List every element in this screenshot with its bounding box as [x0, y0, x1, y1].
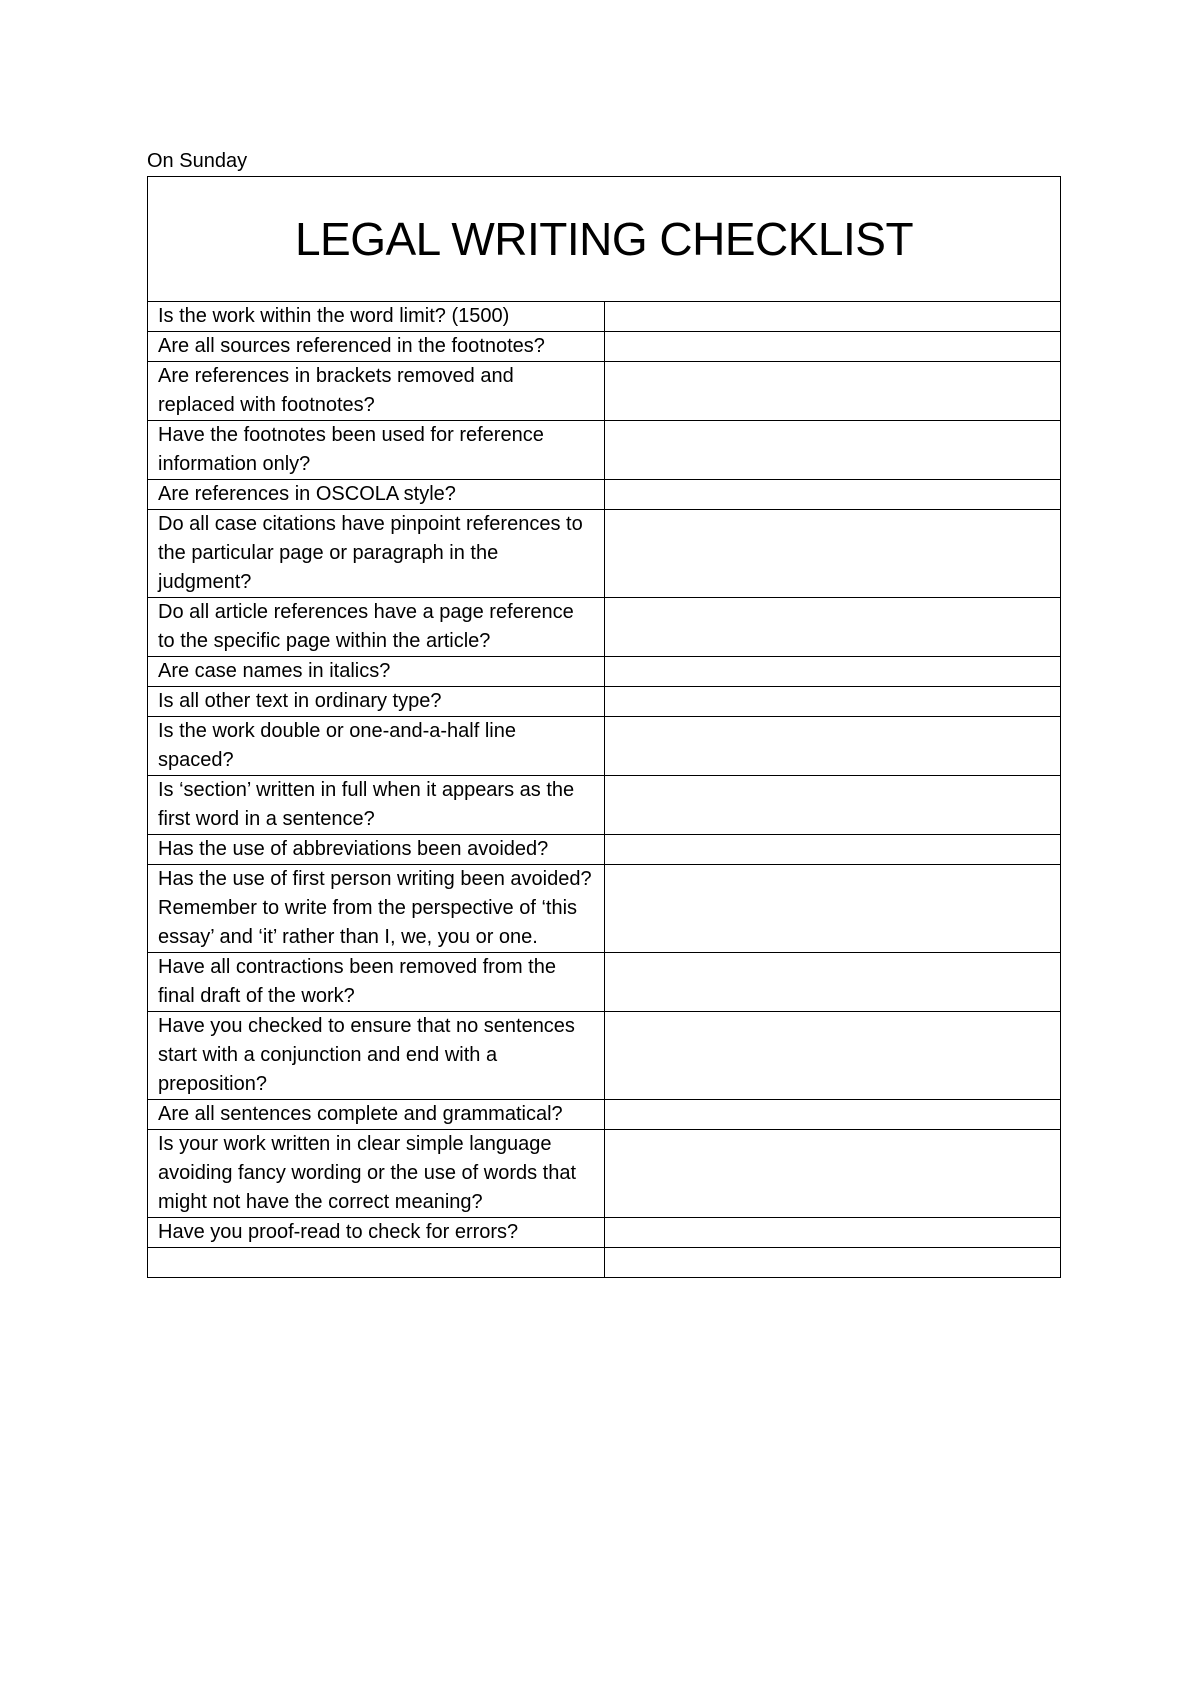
table-row [148, 480, 1061, 510]
blank-item-cell[interactable] [148, 1248, 605, 1278]
table-row [148, 865, 1061, 953]
check-cell[interactable] [604, 362, 1061, 421]
checklist-item-text: Are case names in italics? [148, 657, 605, 687]
check-cell[interactable] [604, 865, 1061, 953]
check-cell[interactable] [604, 687, 1061, 717]
table-row [148, 657, 1061, 687]
table-row [148, 510, 1061, 598]
checklist-item-text: Are all sentences complete and grammatical? [148, 1100, 605, 1130]
check-cell[interactable] [604, 776, 1061, 835]
check-cell[interactable] [604, 835, 1061, 865]
checklist-item-text: Are all sources referenced in the footnotes? [148, 332, 605, 362]
table-row [148, 302, 1061, 332]
table-row [148, 1130, 1061, 1218]
check-cell[interactable] [604, 1012, 1061, 1100]
title-row [148, 177, 1061, 302]
pre-title-text: On Sunday [147, 150, 248, 172]
checklist-item-text: Has the use of abbreviations been avoided? [148, 835, 605, 865]
table-row [148, 717, 1061, 776]
checklist-item-text: Have the footnotes been used for reference information only? [148, 421, 605, 480]
checklist-item-text: Have you proof-read to check for errors? [148, 1218, 605, 1248]
table-row [148, 835, 1061, 865]
checklist-item-text: Have all contractions been removed from the final draft of the work? [148, 953, 605, 1012]
checklist-item-text: Is ‘section’ written in full when it appears as the first word in a sentence? [148, 776, 605, 835]
check-cell[interactable] [604, 953, 1061, 1012]
table-row [148, 598, 1061, 657]
check-cell[interactable] [604, 510, 1061, 598]
table-row [148, 1100, 1061, 1130]
table-row [148, 421, 1061, 480]
table-row [148, 332, 1061, 362]
checklist-item-text: Is the work double or one-and-a-half line spaced? [148, 717, 605, 776]
checklist-item-text: Have you checked to ensure that no sentences start with a conjunction and end with a preposition? [148, 1012, 605, 1100]
check-cell[interactable] [604, 598, 1061, 657]
blank-table-row [148, 1248, 1061, 1278]
checklist-item-text: Has the use of first person writing been avoided? Remember to write from the perspective of ‘this essay’ and ‘it’ rather than I, we, you or one. [148, 865, 605, 953]
checklist-item-text: Do all case citations have pinpoint references to the particular page or paragraph in the judgment? [148, 510, 605, 598]
checklist-title: LEGAL WRITING CHECKLIST [148, 177, 1061, 302]
table-row [148, 776, 1061, 835]
checklist-table [147, 176, 1061, 1278]
check-cell[interactable] [604, 657, 1061, 687]
check-cell[interactable] [604, 1130, 1061, 1218]
checklist-item-text: Are references in OSCOLA style? [148, 480, 605, 510]
checklist-item-text: Are references in brackets removed and replaced with footnotes? [148, 362, 605, 421]
checklist-item-text: Is your work written in clear simple language avoiding fancy wording or the use of words that might not have the correct meaning? [148, 1130, 605, 1218]
check-cell[interactable] [604, 332, 1061, 362]
table-row [148, 1218, 1061, 1248]
check-cell[interactable] [604, 1248, 1061, 1278]
checklist-item-text: Is all other text in ordinary type? [148, 687, 605, 717]
check-cell[interactable] [604, 421, 1061, 480]
checklist-item-text: Is the work within the word limit? (1500) [148, 302, 605, 332]
table-row [148, 362, 1061, 421]
checklist-item-text: Do all article references have a page reference to the specific page within the article? [148, 598, 605, 657]
check-cell[interactable] [604, 1218, 1061, 1248]
table-row [148, 953, 1061, 1012]
check-cell[interactable] [604, 717, 1061, 776]
check-cell[interactable] [604, 302, 1061, 332]
check-cell[interactable] [604, 480, 1061, 510]
table-row [148, 687, 1061, 717]
check-cell[interactable] [604, 1100, 1061, 1130]
table-row [148, 1012, 1061, 1100]
